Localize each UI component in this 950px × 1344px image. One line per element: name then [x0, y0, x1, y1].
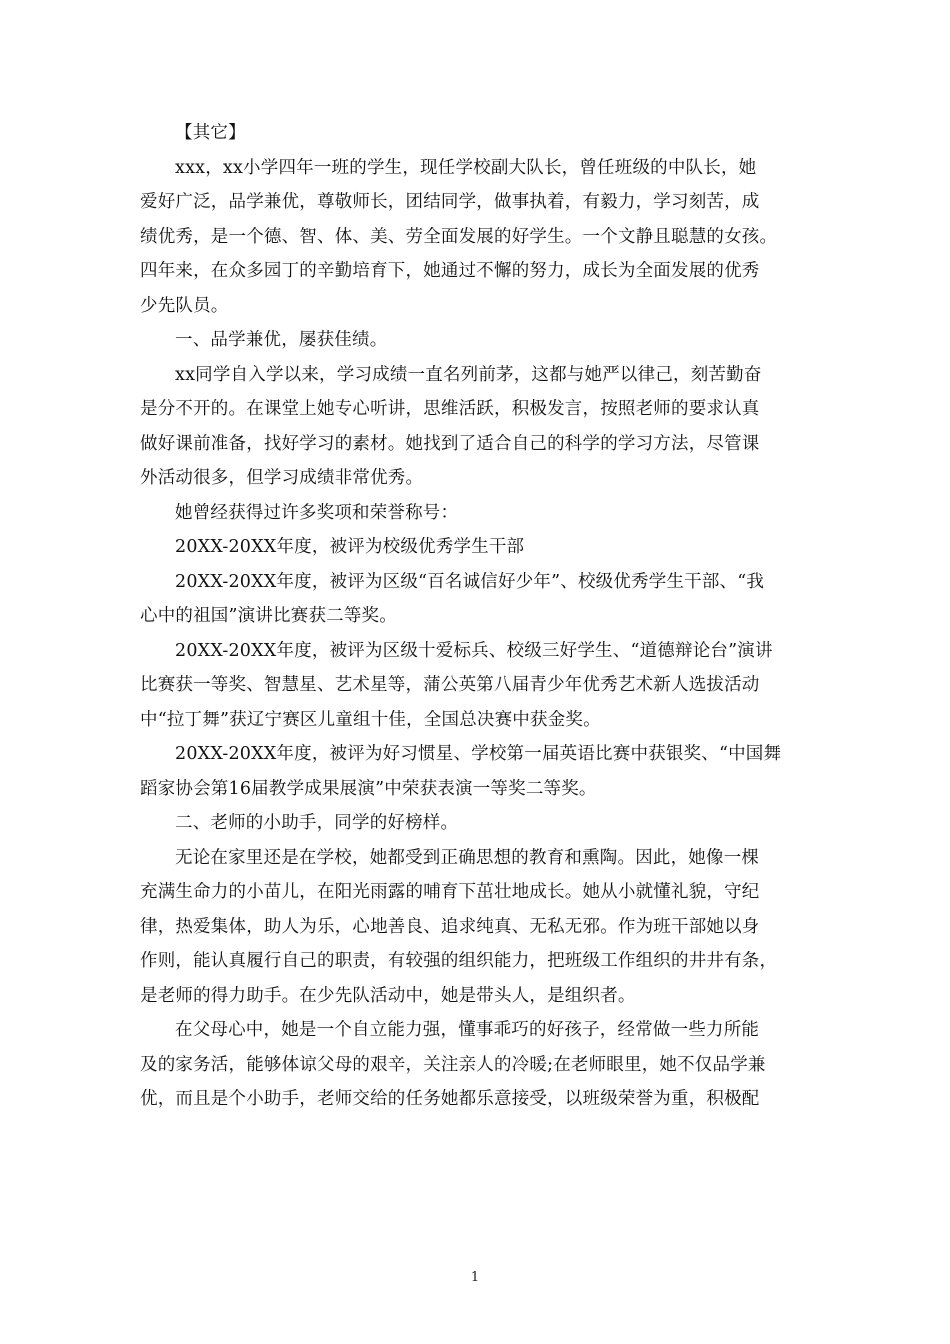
- section-heading-other: 【其它】: [175, 123, 246, 143]
- awards-intro: 她曾经获得过许多奖项和荣誉称号：: [175, 502, 459, 523]
- award-item: 20XX-20XX年度，被评为好习惯星、学校第一届英语比赛中获银奖、“中国舞 蹈家协会第16届教学成果展演”中荣获表演一等奖二等奖。: [140, 744, 782, 799]
- page-number: 1: [470, 1270, 480, 1285]
- intro-paragraph: xxx，xx小学四年一班的学生，现任学校副大队长，曾任班级的中队长，她 爱好广泛，品学兼优，尊敬师长，团结同学，做事执着，有毅力，学习刻苦，成 绩优秀，是一个德、智、体、美、劳全面发展的好学生。一个文静且聪慧的女孩。 四年来，在众多园丁的辛勤培育下，她通过不懈的努力，成长为全面发展的优秀 少先队员。: [140, 157, 778, 316]
- award-item: 20XX-20XX年度，被评为区级“百名诚信好少年”、校级优秀学生干部、“我 心中的祖国”演讲比赛获二等奖。: [140, 571, 765, 626]
- section-heading-2: 二、老师的小助手，同学的好榜样。: [175, 813, 459, 833]
- document-body: [140, 116, 816, 1117]
- section-heading-1: 一、品学兼优，屡获佳绩。: [175, 330, 388, 350]
- award-item: 20XX-20XX年度，被评为区级十爱标兵、校级三好学生、“道德辩论台”演讲 比赛获一等奖、智慧星、艺术星等，蒲公英第八届青少年优秀艺术新人选拔活动 中“拉丁舞”获辽宁赛区儿童组十佳，全国总决赛中获金奖。: [140, 640, 773, 730]
- study-paragraph: xx同学自入学以来，学习成绩一直名列前茅，这都与她严以律己，刻苦勤奋 是分不开的。在课堂上她专心听讲，思维活跃，积极发言，按照老师的要求认真 做好课前准备，找好学习的素材。她找到了适合自己的科学的学习方法，尽管课 外活动很多，但学习成绩非常优秀。: [140, 364, 762, 488]
- award-item: 20XX-20XX年度，被评为校级优秀学生干部: [175, 537, 525, 557]
- family-paragraph: 在父母心中，她是一个自立能力强，懂事乖巧的好孩子，经常做一些力所能 及的家务活，能够体谅父母的艰辛，关注亲人的冷暖;在老师眼里，她不仅品学兼 优，而且是个小助手，老师交给的任务她都乐意接受，以班级荣誉为重，积极配: [140, 1020, 766, 1109]
- character-paragraph: 无论在家里还是在学校，她都受到正确思想的教育和熏陶。因此，她像一棵 充满生命力的小苗儿，在阳光雨露的哺育下茁壮地成长。她从小就懂礼貌，守纪 律，热爱集体，助人为乐，心地善良、追求纯真、无私无邪。作为班干部她以身 作则，能认真履行自己的职责，有较强的组织能力，把班级工作组织的井井有条， 是老师的得力助手。在少先队活动中，她是带头人，是组织者。: [140, 847, 778, 1006]
